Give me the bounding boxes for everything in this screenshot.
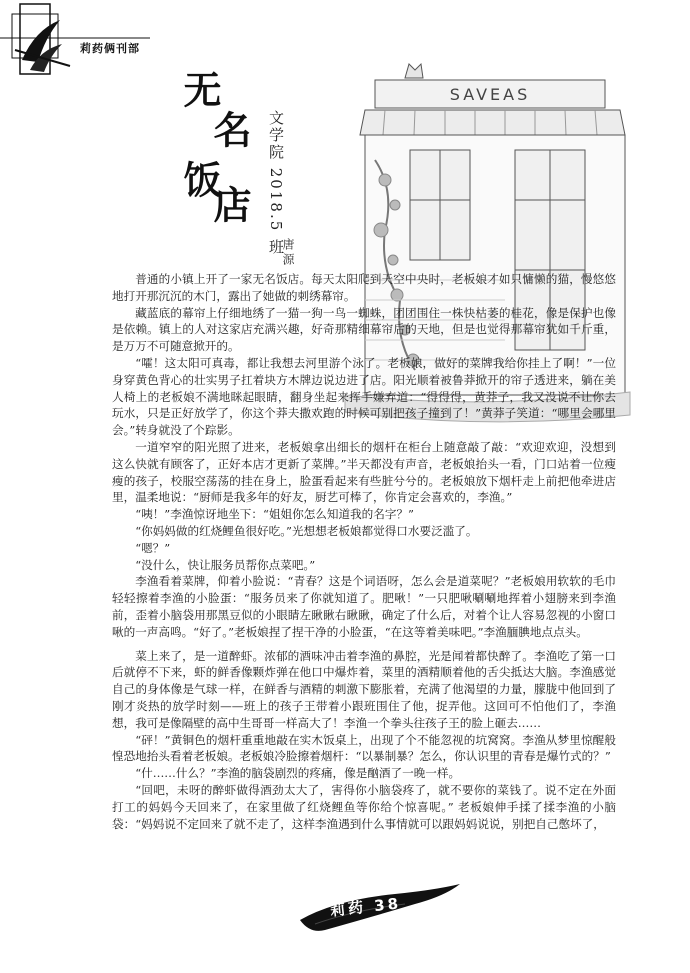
page-number-label: 莉药 38 (329, 894, 402, 920)
paragraph: 菜上来了，是一道醉虾。浓郁的酒味冲击着李渔的鼻腔，光是闻着都快醉了。李渔吃了第一口后就停不下来，虾的鲜香像颗炸弹在他口中爆炸着，菜里的酒精顺着他的舌尖抵达大脑。李渔感觉自己的身体像是气球一样，在鲜香与酒精的刺激下膨胀着，充满了他渴望的力量，朦胧中他回到了刚才炎热的放学时刻——班上的孩子王带着小跟班围住了他，捉弄他。这回可不怕他们了，李渔想，我可是像隔壁的高中生哥哥一样高大了！李渔一个拳头往孩子王的脸上砸去…… (112, 648, 616, 730)
paragraph: “什……什么？”李渔的脑袋剧烈的疼痛，像是酗酒了一晚一样。 (135, 766, 461, 781)
paragraph: 藏蓝底的幕帘上仔细地绣了一猫一狗一鸟一蜘蛛，团团围住一株快枯萎的桂花，像是保护也像是依赖。镇上的人对这家店充满兴趣，好奇那精细幕帘后的天地，但是也觉得那幕帘犹如千斤重，是万万不可随意掀开的。 (112, 305, 616, 354)
title-char-1: 无 (177, 70, 222, 108)
title-char-4: 店 (207, 185, 252, 223)
paragraph: “你妈妈做的红烧鲤鱼很好吃。”光想想老板娘都觉得口水要泛滥了。 (135, 523, 478, 538)
paragraph: “回吧，未呀的醉虾做得酒劲太大了，害得你小脑袋疼了，就不要你的菜钱了。说不定在外面打工的妈妈今天回来了，在家里做了红烧鲤鱼等你给个惊喜呢。” 老板娘伸手揉了揉李渔的小脑袋：“妈妈说不定回来了就不走了，这样李渔遇到什么事情就可以跟妈妈说说，别把自己憋坏了， (112, 782, 616, 831)
byline-class: 文学院 2018.5 班 (267, 110, 285, 257)
paragraph: “没什么，快让服务员帮你点菜吧。” (135, 557, 316, 572)
article-body (112, 271, 616, 832)
paragraph: 李渔看着菜牌，仰着小脸说：“青春？这是个词语呀，怎么会是道菜呢？”老板娘用软软的毛巾轻轻擦着李渔的小脸蛋：“服务员来了你就知道了。肥啾！”一只肥啾唰唰地挥着小翅膀来到李渔前，歪着小脑袋用那黑豆似的小眼睛左瞅瞅右瞅瞅，确定了什么后，对着个让人容易忽视的小窗口啾的一声高鸣。“好了。”老板娘捏了捏干净的小脸蛋，“在这等着美味吧。”李渔腼腆地点点头。 (112, 574, 616, 639)
paragraph: 普通的小镇上开了一家无名饭店。每天太阳爬到天空中央时，老板娘才如只慵懒的猫，慢悠悠地打开那沉沉的木门，露出了她做的刺绣幕帘。 (112, 272, 616, 303)
byline-author: 唐源 (281, 238, 295, 268)
paragraph: “咦！”李渔惊讶地坐下：“姐姐你怎么知道我的名字？” (135, 507, 414, 522)
store-sign-text: SAVEAS (449, 85, 531, 104)
magazine-name: 莉药俩刊部 (80, 42, 140, 55)
paragraph: 一道窄窄的阳光照了进来，老板娘拿出细长的烟杆在柜台上随意敲了敲：“欢迎欢迎，没想到这么快就有顾客了，正好本店才更新了菜牌。”半天都没有声音，老板娘抬头一看，门口站着一位瘦瘦的孩子，校服空荡荡的挂在身上，脸蛋看起来有些脏兮兮的。老板娘放下烟杆走上前把他牵进店里，温柔地说：“厨师是我多年的好友，厨艺可棒了，你肯定会喜欢的，李渔。” (112, 439, 616, 505)
paragraph: “砰！”黄铜色的烟杆重重地敲在实木饭桌上，出现了个不能忽视的坑窝窝。李渔从梦里惊醒般惶恐地抬头看着老板娘。老板娘冷脸擦着烟杆：“以暴制暴？怎么，你认识里的青春是爆竹式的？” (112, 732, 616, 764)
title-char-2: 名 (207, 110, 252, 148)
paragraph: “嚯！这太阳可真毒，都让我想去河里游个泳了。老板娘，做好的菜牌我给你挂上了啊！”一位身穿黄色背心的壮实男子扛着块方木牌边说边进了店。阳光顺着被鲁莽掀开的帘子透进来，躺在美人椅上的老板娘不满地眯起眼睛，翻身坐起来挥手嫌弃道：“得得得，黄莽子，我又没说不让你去玩水，只是正好放学了，你这个莽夫撒欢跑的时候可别把孩子撞到了！”黄莽子笑道：“哪里会哪里会。”转身就没了个踪影。 (112, 355, 616, 438)
title-char-3: 饭 (177, 160, 222, 198)
paragraph: “嗯？” (135, 540, 171, 555)
